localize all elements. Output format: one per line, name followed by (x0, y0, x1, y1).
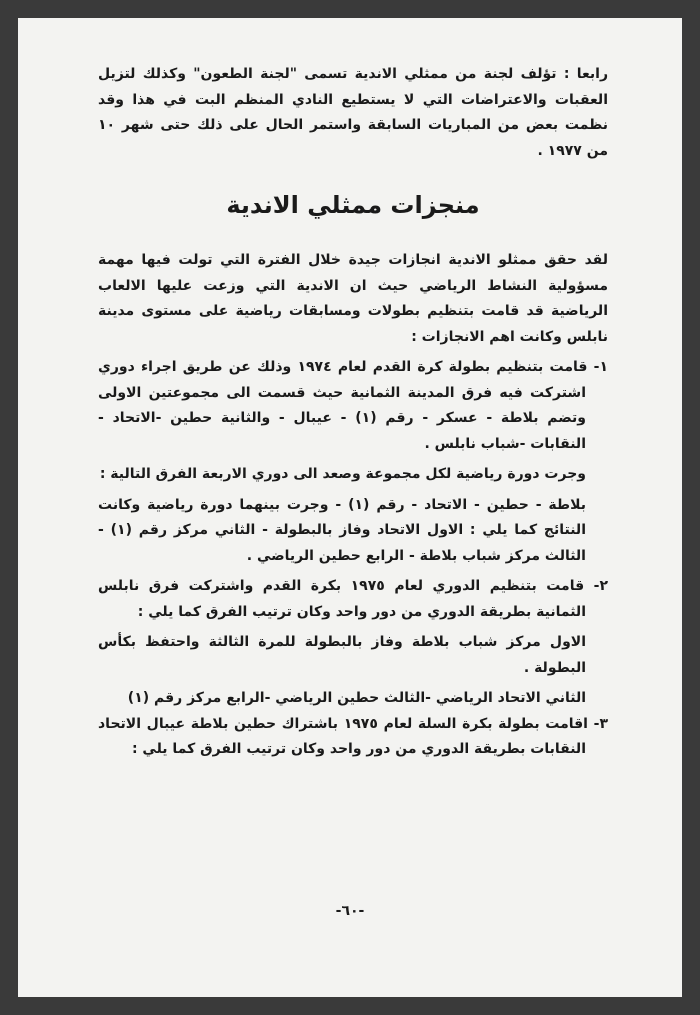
document-body (98, 62, 608, 763)
list-item-2: ٢- قامت بتنظيم الدوري لعام ١٩٧٥ بكرة القدم واشتركت فرق نابلس الثمانية بطريقة الدوري من دور واحد وكان ترتيب الفرق كما يلي : (98, 578, 608, 620)
list-item-3: ٣- اقامت بطولة بكرة السلة لعام ١٩٧٥ باشتراك حطين بلاطة عيبال الاتحاد النقابات بطريقة الدوري من دور واحد وكان ترتيب الفرق كما يلي : (98, 715, 608, 757)
document-page (18, 18, 682, 997)
paragraph-indented: وجرت دورة رياضية لكل مجموعة وصعد الى دوري الاربعة الفرق التالية : (99, 466, 586, 482)
list-item-1: ١- قامت بتنظيم بطولة كرة القدم لعام ١٩٧٤ وذلك عن طريق اجراء دوري اشتركت فيه فرق المدينة الثمانية حيث قسمت الى مجموعتين الاولى وتضم بلاطة - عسكر - رقم (١) - عيبال - والثانية حطين -الاتحاد - النقابات -شباب نابلس . (98, 359, 608, 452)
paragraph-indented: الثاني الاتحاد الرياضي -الثالث حطين الرياضي -الرابع مركز رقم (١) (127, 690, 586, 706)
paragraph-indented: الاول مركز شباب بلاطة وفاز بالبطولة للمرة الثالثة واحتفظ بكأس البطولة . (98, 634, 586, 676)
paragraph-intro: لقد حقق ممثلو الاندية انجازات جيدة خلال الفترة التي تولت فيها مهمة مسؤولية النشاط الرياضي حيث ان الاندية التي وزعت عليها الالعاب الرياضية قد قامت بتنظيم بطولات ومسابقات رياضية على مستوى مدينة نابلس وكانت اهم الانجازات : (98, 252, 608, 345)
page-number: -٦٠- (335, 903, 365, 919)
paragraph-indented: بلاطة - حطين - الاتحاد - رقم (١) - وجرت بينهما دورة رياضية وكانت النتائج كما يلي : الاول الاتحاد وفاز بالبطولة - الثاني مركز رقم (١) - الثالث مركز شباب بلاطة - الرابع حطين الرياضي . (98, 496, 586, 564)
section-heading: منجزات ممثلي الاندية (226, 191, 480, 219)
paragraph-fourth: رابعا : تؤلف لجنة من ممثلي الاندية تسمى "لجنة الطعون" وكذلك لتزيل العقبات والاعتراضات التي لا يستطيع النادي المنظم البت في هذا وقد نظمت بعض من المباريات السابقة واستمر الحال على ذلك حتى شهر ١٠ من ١٩٧٧ . (98, 66, 608, 159)
